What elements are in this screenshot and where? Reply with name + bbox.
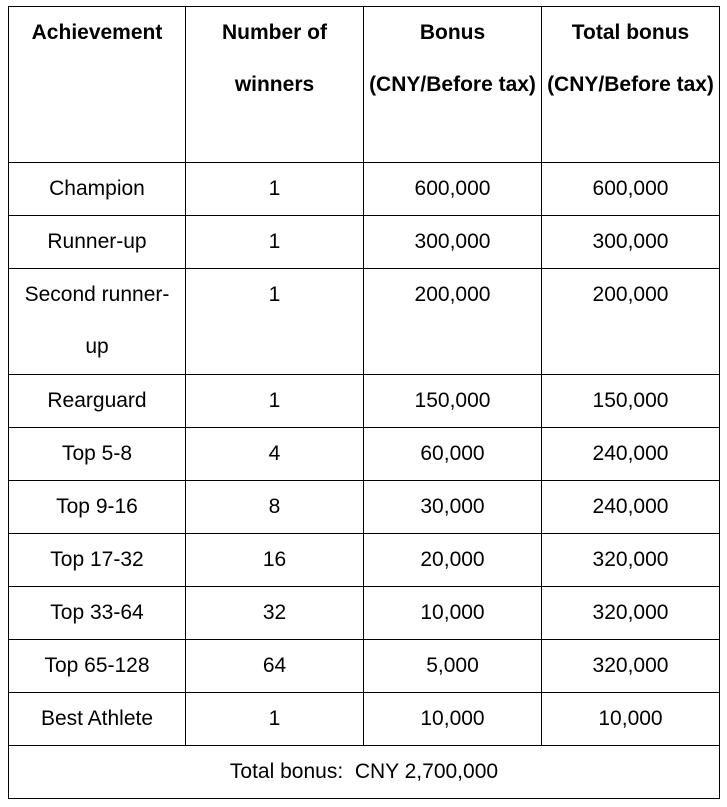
cell-bonus: 20,000 (364, 534, 542, 587)
bonus-table-container (8, 6, 720, 799)
cell-winners: 64 (186, 640, 364, 693)
cell-bonus: 30,000 (364, 481, 542, 534)
bonus-table (8, 6, 720, 799)
cell-total-bonus: 240,000 (542, 428, 720, 481)
cell-achievement: Top 5-8 (9, 428, 186, 481)
cell-total-bonus: 10,000 (542, 693, 720, 746)
cell-total-bonus: 150,000 (542, 375, 720, 428)
table-row (9, 428, 720, 481)
table-row (9, 587, 720, 640)
table-row (9, 481, 720, 534)
cell-total-bonus: 600,000 (542, 163, 720, 216)
cell-achievement: Top 9-16 (9, 481, 186, 534)
cell-total-bonus: 320,000 (542, 640, 720, 693)
total-bonus-summary: Total bonus: CNY 2,700,000 (9, 746, 720, 799)
cell-achievement: Top 17-32 (9, 534, 186, 587)
table-row (9, 375, 720, 428)
header-number-of-winners: Number of winners (186, 7, 364, 163)
table-row (9, 693, 720, 746)
cell-total-bonus: 200,000 (542, 269, 720, 375)
cell-achievement: Best Athlete (9, 693, 186, 746)
cell-total-bonus: 320,000 (542, 587, 720, 640)
cell-achievement: Top 65-128 (9, 640, 186, 693)
cell-bonus: 600,000 (364, 163, 542, 216)
cell-winners: 1 (186, 216, 364, 269)
cell-bonus: 200,000 (364, 269, 542, 375)
table-row (9, 269, 720, 375)
header-achievement: Achievement (9, 7, 186, 163)
cell-bonus: 10,000 (364, 693, 542, 746)
header-total-bonus: Total bonus (CNY/Before tax) (542, 7, 720, 163)
cell-achievement: Runner-up (9, 216, 186, 269)
cell-winners: 32 (186, 587, 364, 640)
cell-winners: 4 (186, 428, 364, 481)
total-row (9, 746, 720, 799)
cell-achievement: Top 33-64 (9, 587, 186, 640)
cell-total-bonus: 240,000 (542, 481, 720, 534)
cell-achievement: Champion (9, 163, 186, 216)
cell-bonus: 60,000 (364, 428, 542, 481)
header-bonus: Bonus (CNY/Before tax) (364, 7, 542, 163)
cell-winners: 8 (186, 481, 364, 534)
cell-winners: 1 (186, 375, 364, 428)
header-row (9, 7, 720, 163)
cell-winners: 1 (186, 693, 364, 746)
cell-bonus: 300,000 (364, 216, 542, 269)
cell-total-bonus: 320,000 (542, 534, 720, 587)
cell-bonus: 150,000 (364, 375, 542, 428)
cell-winners: 1 (186, 163, 364, 216)
table-row (9, 534, 720, 587)
cell-bonus: 10,000 (364, 587, 542, 640)
table-row (9, 640, 720, 693)
table-row (9, 163, 720, 216)
cell-winners: 1 (186, 269, 364, 375)
cell-achievement: Rearguard (9, 375, 186, 428)
cell-winners: 16 (186, 534, 364, 587)
cell-bonus: 5,000 (364, 640, 542, 693)
cell-achievement: Second runner-up (9, 269, 186, 375)
table-row (9, 216, 720, 269)
cell-total-bonus: 300,000 (542, 216, 720, 269)
